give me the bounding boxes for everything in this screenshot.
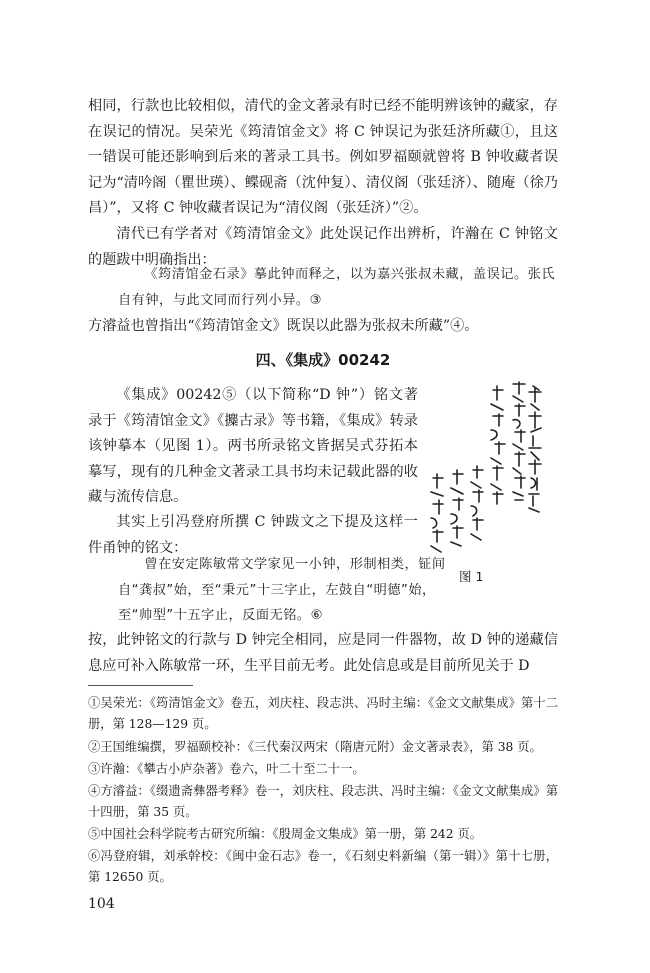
footnote-divider [88,685,193,686]
figure-caption: 图 1 [459,569,484,584]
paragraph-6: 按，此钟铭文的行款与 D 钟完全相同，应是同一件器物，故 D 钟的递藏信息应可补入陈敏常一环，生平目前无考。此处信息或是目前所见关于 D [88,632,558,674]
footnote-5: ⑤中国社会科学院考古研究所编：《殷周金文集成》第一册，第 242 页。 [88,827,483,841]
footnote-6: ⑥冯登府辑，刘承幹校：《闽中金石志》卷一，《石刻史料新编（第一辑）》第十七册，第 12650 页。 [88,849,558,884]
paragraph-3: 方濬益也曾指出“《筠清馆金文》既误以此器为张叔未所藏”④。 [88,318,479,334]
footnote-1: ①吴荣光：《筠清馆金文》卷五，刘庆柱、段志洪、冯时主编：《金文文献集成》第十二册，第 128—129 页。 [88,696,558,731]
section-heading: 四、《集成》00242 [255,351,391,369]
footnote-3: ③许瀚：《攀古小庐杂著》卷六，叶二十至二十一。 [88,762,365,776]
inscription-figure [425,378,545,563]
paragraph-5: 其实上引冯登府所撰 C 钟跋文之下提及这样一件甬钟的铭文： [88,514,418,556]
rubbing-inscription-icon [425,378,545,563]
footnote-2: ②王国维编撰，罗福颐校补：《三代秦汉两宋（隋唐元附）金文著录表》，第 38 页。 [88,740,542,754]
block-quote-2: 曾在安定陈敏常文学家见一小钟，形制相类，钲间自“龚叔”始，至“秉元”十三字止，左鼓自“明德”始，至“帅型”十五字止，反面无铭。⑥ [118,557,446,624]
paragraph-1: 相同，行款也比较相似，清代的金文著录有时已经不能明辨该钟的藏家，存在误记的情况。吴荣光《筠清馆金文》将 C 钟误记为张廷济所藏①，且这一错误可能还影响到后来的著录工具书。例如罗福颐就曾将 B 钟收藏者误记为“清吟阁（瞿世瑛）、鲽砚斋（沈仲复）、清仪阁（张廷济）、随庵（徐乃昌）”，又将 C 钟收藏者误记为“清仪阁（张廷济）”②。 [88,98,558,217]
page-number: 104 [88,896,115,912]
footnote-4: ④方濬益：《缀遗斋彝器考释》卷一，刘庆柱、段志洪、冯时主编：《金文文献集成》第十四册，第 35 页。 [88,784,558,819]
block-quote-1: 《筠清馆金石录》摹此钟而释之，以为嘉兴张叔未藏，盖误记。张氏自有钟，与此文同而行列小异。③ [118,267,556,308]
paragraph-2: 清代已有学者对《筠清馆金文》此处误记作出辨析，许瀚在 C 钟铭文的题跋中明确指出： [88,226,558,268]
paragraph-4: 《集成》00242⑤（以下简称“D 钟”）铭文著录于《筠清馆金文》《攗古录》等书籍，《集成》转录该钟摹本（见图 1）。两书所录铭文皆据吴式芬拓本摹写，现有的几种金文著录工具书均未记载此器的收藏与流传信息。 [88,387,418,506]
